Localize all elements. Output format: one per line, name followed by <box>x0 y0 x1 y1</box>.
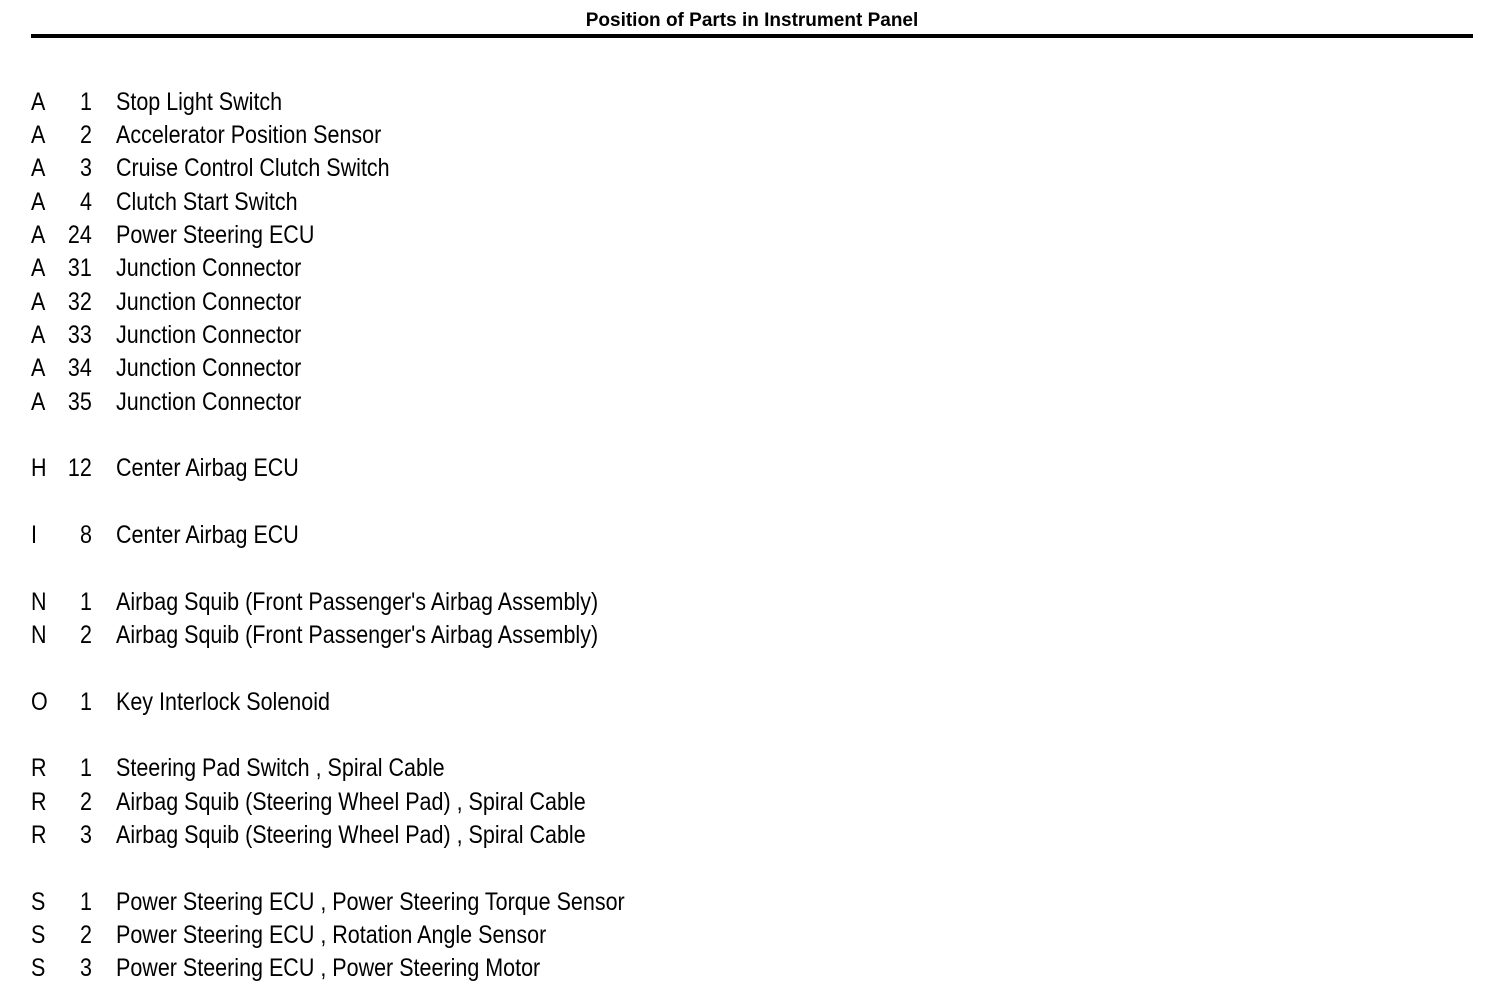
part-code: A <box>31 88 46 116</box>
part-code: A <box>31 254 46 282</box>
part-row <box>0 619 1504 652</box>
part-number: 1 <box>80 588 92 616</box>
part-code: N <box>31 621 47 649</box>
part-row <box>0 786 1504 819</box>
part-code: H <box>31 454 47 482</box>
part-code: R <box>31 754 47 782</box>
part-row <box>0 952 1504 985</box>
part-description: Center Airbag ECU <box>116 521 299 549</box>
part-number: 3 <box>80 154 92 182</box>
part-code: I <box>31 521 37 549</box>
part-number: 2 <box>80 621 92 649</box>
part-row <box>0 752 1504 785</box>
part-code: S <box>31 888 46 916</box>
part-number: 31 <box>68 254 92 282</box>
part-code: A <box>31 121 46 149</box>
part-number: 32 <box>68 288 92 316</box>
part-description: Accelerator Position Sensor <box>116 121 382 149</box>
part-row <box>0 686 1504 719</box>
part-description: Key Interlock Solenoid <box>116 688 330 716</box>
part-row <box>0 219 1504 252</box>
part-code: A <box>31 321 46 349</box>
part-description: Junction Connector <box>116 288 302 316</box>
page-title: Position of Parts in Instrument Panel <box>585 10 919 31</box>
part-description: Clutch Start Switch <box>116 188 298 216</box>
part-number: 33 <box>68 321 92 349</box>
part-number: 35 <box>68 388 92 416</box>
part-description: Airbag Squib (Front Passenger's Airbag Assembly) <box>116 588 599 616</box>
part-number: 2 <box>80 121 92 149</box>
part-code: S <box>31 954 46 982</box>
part-code: A <box>31 188 46 216</box>
part-number: 12 <box>68 454 92 482</box>
part-description: Junction Connector <box>116 388 302 416</box>
part-code: R <box>31 821 47 849</box>
part-description: Power Steering ECU <box>116 221 315 249</box>
part-code: A <box>31 388 46 416</box>
part-row <box>0 452 1504 485</box>
part-row <box>0 319 1504 352</box>
part-code: A <box>31 221 46 249</box>
part-number: 3 <box>80 821 92 849</box>
part-number: 8 <box>80 521 92 549</box>
part-row <box>0 352 1504 385</box>
part-number: 1 <box>80 754 92 782</box>
part-row <box>0 819 1504 852</box>
part-number: 1 <box>80 88 92 116</box>
part-row <box>0 886 1504 919</box>
part-number: 34 <box>68 354 92 382</box>
part-description: Stop Light Switch <box>116 88 283 116</box>
part-description: Center Airbag ECU <box>116 454 299 482</box>
part-number: 2 <box>80 788 92 816</box>
part-row <box>0 152 1504 185</box>
part-description: Power Steering ECU , Power Steering Motor <box>116 954 541 982</box>
part-code: A <box>31 354 46 382</box>
part-code: A <box>31 154 46 182</box>
part-code: N <box>31 588 47 616</box>
part-number: 24 <box>68 221 92 249</box>
part-code: S <box>31 921 46 949</box>
part-code: R <box>31 788 47 816</box>
part-row <box>0 119 1504 152</box>
part-description: Airbag Squib (Steering Wheel Pad) , Spiral Cable <box>116 788 586 816</box>
part-row <box>0 386 1504 419</box>
part-description: Steering Pad Switch , Spiral Cable <box>116 754 445 782</box>
part-row <box>0 919 1504 952</box>
part-row <box>0 286 1504 319</box>
part-number: 1 <box>80 688 92 716</box>
part-description: Power Steering ECU , Power Steering Torque Sensor <box>116 888 625 916</box>
part-row <box>0 252 1504 285</box>
part-description: Airbag Squib (Steering Wheel Pad) , Spiral Cable <box>116 821 586 849</box>
part-description: Cruise Control Clutch Switch <box>116 154 390 182</box>
part-row <box>0 519 1504 552</box>
part-row <box>0 86 1504 119</box>
part-number: 2 <box>80 921 92 949</box>
part-code: A <box>31 288 46 316</box>
part-description: Airbag Squib (Front Passenger's Airbag Assembly) <box>116 621 599 649</box>
part-number: 1 <box>80 888 92 916</box>
part-code: O <box>31 688 48 716</box>
part-number: 3 <box>80 954 92 982</box>
part-row <box>0 586 1504 619</box>
part-number: 4 <box>80 188 92 216</box>
part-description: Junction Connector <box>116 254 302 282</box>
part-description: Power Steering ECU , Rotation Angle Sensor <box>116 921 547 949</box>
part-description: Junction Connector <box>116 354 302 382</box>
part-row <box>0 186 1504 219</box>
part-description: Junction Connector <box>116 321 302 349</box>
